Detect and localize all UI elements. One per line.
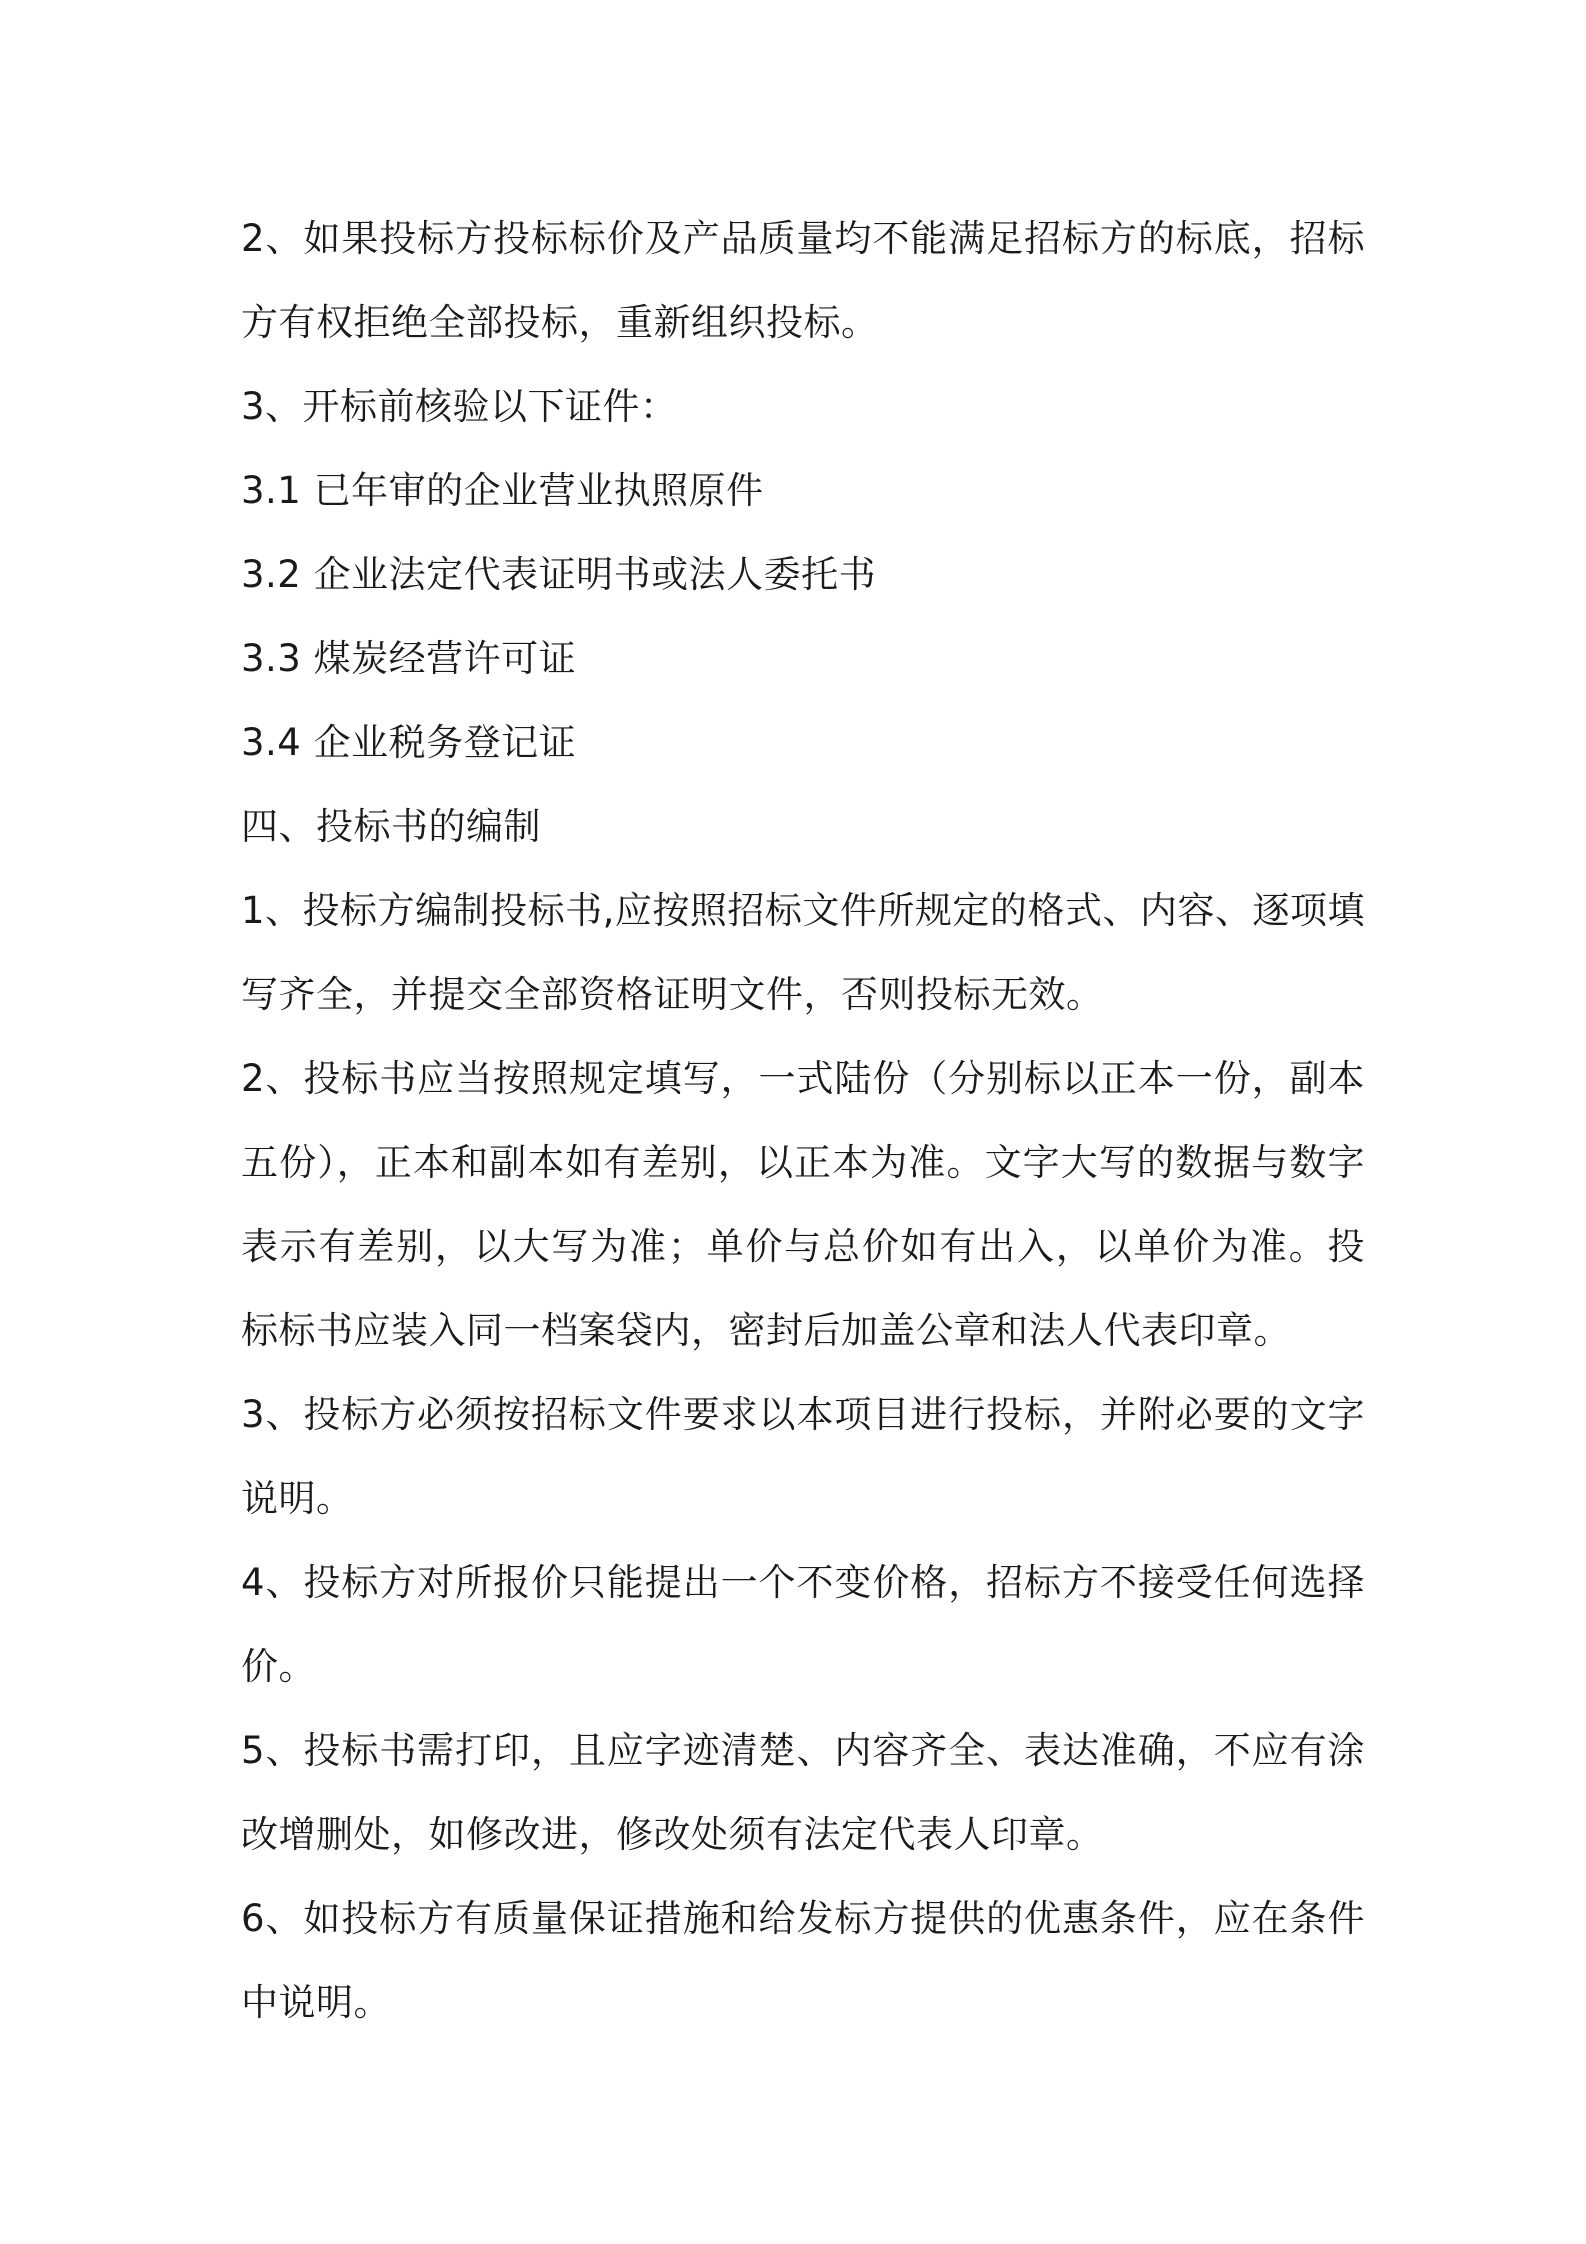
paragraph-verification-heading: 3、开标前核验以下证件：	[241, 385, 678, 428]
paragraph-quality-assurance: 6、如投标方有质量保证措施和给发标方提供的优惠条件，应在条件中说明。	[241, 1897, 1365, 2024]
paragraph-single-price: 4、投标方对所报价只能提出一个不变价格，招标方不接受任何选择价。	[241, 1561, 1365, 1688]
paragraph-project-bidding: 3、投标方必须按招标文件要求以本项目进行投标，并附必要的文字说明。	[241, 1393, 1365, 1520]
paragraph-business-license: 3.1 已年审的企业营业执照原件	[241, 469, 764, 512]
paragraph-copies-requirement: 2、投标书应当按照规定填写，一式陆份（分别标以正本一份，副本五份），正本和副本如有差别，以正本为准。文字大写的数据与数字表示有差别，以大写为准；单价与总价如有出入，以单价为准。投标标书应装入同一档案袋内，密封后加盖公章和法人代表印章。	[241, 1057, 1365, 1352]
paragraph-tax-registration: 3.4 企业税务登记证	[241, 721, 577, 764]
paragraph-coal-license: 3.3 煤炭经营许可证	[241, 637, 577, 680]
paragraph-printing-requirement: 5、投标书需打印，且应字迹清楚、内容齐全、表达准确，不应有涂改增删处，如修改进，修改处须有法定代表人印章。	[241, 1729, 1365, 1856]
document-body	[241, 197, 1365, 2045]
paragraph-legal-representative: 3.2 企业法定代表证明书或法人委托书	[241, 553, 877, 596]
paragraph-rejection-clause: 2、如果投标方投标标价及产品质量均不能满足招标方的标底，招标方有权拒绝全部投标，重新组织投标。	[241, 217, 1365, 344]
paragraph-bid-format: 1、投标方编制投标书,应按照招标文件所规定的格式、内容、逐项填写齐全，并提交全部资格证明文件，否则投标无效。	[241, 889, 1365, 1016]
section-heading-bid-preparation: 四、投标书的编制	[241, 805, 541, 848]
